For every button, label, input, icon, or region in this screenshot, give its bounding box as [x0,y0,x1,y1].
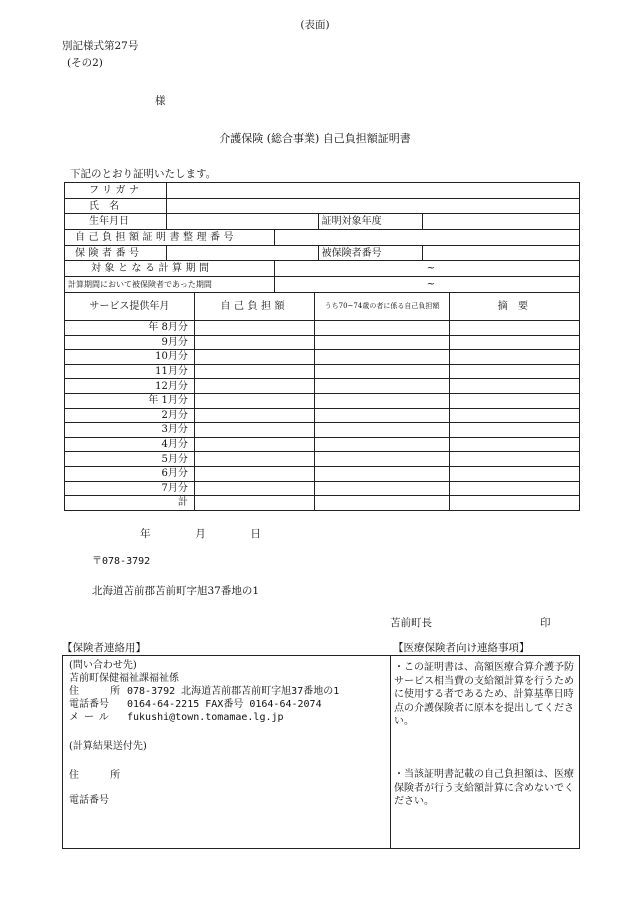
self-pay-cell[interactable] [194,452,314,467]
birthdate-row [65,214,580,230]
remarks-cell[interactable] [450,437,580,452]
month-row [65,423,580,438]
furigana-row [65,183,580,199]
remarks-header: 摘 要 [450,293,580,321]
self-pay-cell[interactable] [194,321,314,336]
total-age-70-74-field[interactable] [314,496,450,511]
personal-info-table [64,182,580,293]
self-pay-cell[interactable] [194,393,314,408]
month-label: 2月分 [65,408,195,423]
month-row [65,452,580,467]
age-70-74-cell[interactable] [314,350,450,365]
month-row [65,350,580,365]
self-pay-cell[interactable] [194,423,314,438]
cert-number-label: 自己負担額証明書整理番号 [65,230,275,246]
side-label: (表面) [300,19,330,31]
issue-month-label: 月 [195,528,206,540]
month-row [65,437,580,452]
inquiry-mail-label: メール [69,712,114,723]
remarks-cell[interactable] [450,481,580,496]
inquiry-address-label: 住 所 [69,686,135,697]
recipient-suffix: 様 [155,95,166,107]
insured-period-field[interactable]: ~ [274,277,579,293]
inquiry-phone-value: 0164-64-2215 FAX番号 0164-64-2074 [127,699,322,710]
month-label: 年 8月分 [65,321,195,336]
remarks-cell[interactable] [450,393,580,408]
age-70-74-cell[interactable] [314,423,450,438]
month-label: 4月分 [65,437,195,452]
return-address-label: 住 所 [69,770,135,781]
insurer-number-row [65,245,580,261]
age-70-74-cell[interactable] [314,408,450,423]
total-self-pay-field[interactable] [194,496,314,511]
furigana-label: フリガナ [65,183,167,199]
month-row [65,408,580,423]
month-row [65,466,580,481]
return-phone-label: 電話番号 [69,795,109,806]
age-70-74-cell[interactable] [314,321,450,336]
calc-period-row [65,261,580,277]
insured-period-row [65,277,580,293]
month-label: 11月分 [65,364,195,379]
self-pay-cell[interactable] [194,437,314,452]
insurer-number-field[interactable] [166,245,318,261]
name-field[interactable] [166,198,579,214]
medical-note-1: ・この証明書は、高額医療合算介護予防サービス相当費の支給額計算を行うために使用する者であるため、計算基準日時点の介護保険者に原本を提出してください。 [394,662,574,727]
contact-box [62,655,580,849]
issue-date [140,528,261,541]
calc-period-label: 対象となる計算期間 [65,261,275,277]
medical-note-2: ・当該証明書記載の自己負担額は、医療保険者が行う支給額計算に含めないでください。 [394,769,574,807]
month-label: 7月分 [65,481,195,496]
seal-mark: 印 [540,617,551,629]
target-year-label: 証明対象年度 [318,214,422,230]
remarks-cell[interactable] [450,335,580,350]
age-70-74-cell[interactable] [314,452,450,467]
remarks-cell[interactable] [450,452,580,467]
month-label: 9月分 [65,335,195,350]
month-label: 5月分 [65,452,195,467]
month-row [65,393,580,408]
cert-number-row [65,230,580,246]
remarks-cell[interactable] [450,364,580,379]
self-pay-cell[interactable] [194,481,314,496]
month-row [65,379,580,394]
insurer-contact-label: 【保険者連絡用】 [62,642,146,654]
insured-period-label: 計算期間において被保険者であった期間 [65,277,275,293]
remarks-cell[interactable] [450,408,580,423]
medical-contact-label: 【医療保険者向け連絡事項】 [393,642,530,654]
cert-number-field[interactable] [274,230,579,246]
age-70-74-cell[interactable] [314,379,450,394]
self-pay-cell[interactable] [194,379,314,394]
self-pay-cell[interactable] [194,350,314,365]
calc-period-field[interactable]: ~ [274,261,579,277]
inquiry-heading: (問い合わせ先) [69,660,137,671]
self-pay-cell[interactable] [194,408,314,423]
form-sub-number: (その2) [67,57,103,69]
insurer-number-label: 保険者番号 [65,245,167,261]
age-70-74-cell[interactable] [314,364,450,379]
self-pay-cell[interactable] [194,364,314,379]
insured-number-label: 被保険者番号 [318,245,422,261]
remarks-cell[interactable] [450,379,580,394]
monthly-header-row [65,293,580,321]
month-row [65,321,580,336]
furigana-field[interactable] [166,183,579,199]
name-row [65,198,580,214]
age-70-74-cell[interactable] [314,335,450,350]
month-row [65,335,580,350]
month-label: 12月分 [65,379,195,394]
month-label: 10月分 [65,350,195,365]
intro-text: 下記のとおり証明いたします。 [70,168,217,180]
issuer-postal-code: 〒078-3792 [92,556,151,567]
form-number: 別記様式第27号 [62,40,139,52]
month-label: 年 1月分 [65,393,195,408]
remarks-cell[interactable] [450,423,580,438]
birthdate-label: 生年月日 [65,214,167,230]
self-pay-cell[interactable] [194,335,314,350]
birthdate-field[interactable] [166,214,318,230]
month-row [65,364,580,379]
inquiry-mail-value[interactable]: fukushi@town.tomamae.lg.jp [127,712,284,723]
month-label: 6月分 [65,466,195,481]
issuer-address: 北海道苫前郡苫前町字旭37番地の1 [92,585,260,597]
inquiry-dept: 苫前町保健福祉課福祉係 [69,673,179,684]
total-label: 計 [65,496,195,511]
issue-day-label: 日 [250,528,261,540]
remarks-cell[interactable] [450,466,580,481]
age-70-74-cell[interactable] [314,466,450,481]
target-year-field[interactable] [422,214,580,230]
age-70-74-header: うち70~74歳の者に係る自己負担額 [314,293,450,321]
month-label: 3月分 [65,423,195,438]
insured-number-field[interactable] [422,245,580,261]
issuer-signer: 苫前町長 [390,617,432,629]
contact-box-divider [390,656,391,848]
issue-year-label: 年 [140,528,151,540]
service-month-header: サービス提供年月 [65,293,195,321]
document-title: 介護保険 (総合事業) 自己負担額証明書 [219,132,411,145]
monthly-amount-table [64,292,580,511]
inquiry-address-value: 078-3792 北海道苫前郡苫前町字旭37番地の1 [127,686,340,697]
self-pay-cell[interactable] [194,466,314,481]
total-row [65,496,580,511]
return-heading: (計算結果送付先) [69,741,147,752]
self-pay-header: 自己負担額 [194,293,314,321]
total-remarks-field[interactable] [450,496,580,511]
remarks-cell[interactable] [450,350,580,365]
month-row [65,481,580,496]
inquiry-phone-label: 電話番号 [69,699,109,710]
age-70-74-cell[interactable] [314,393,450,408]
name-label: 氏 名 [65,198,167,214]
age-70-74-cell[interactable] [314,481,450,496]
remarks-cell[interactable] [450,321,580,336]
age-70-74-cell[interactable] [314,437,450,452]
